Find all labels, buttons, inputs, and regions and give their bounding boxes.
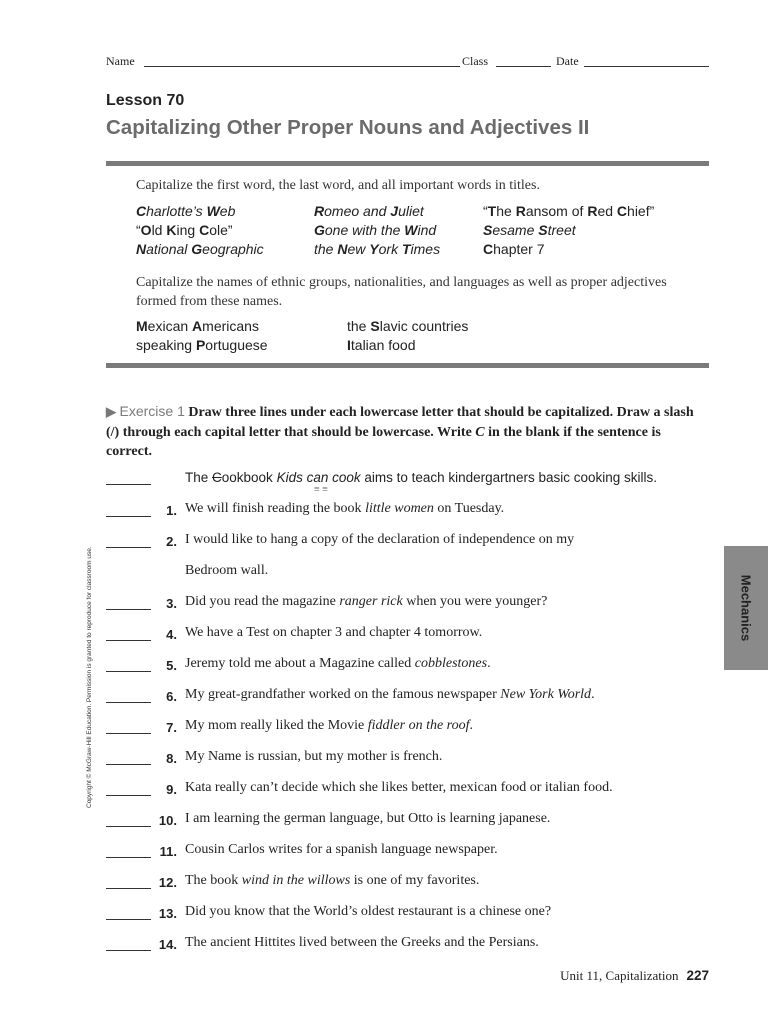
ethnic-example: speaking Portuguese [136, 337, 268, 353]
ethnic-example: Italian food [347, 337, 416, 353]
title-example: Gone with the Wind [314, 222, 437, 238]
answer-blank[interactable] [106, 919, 151, 920]
title-example: “Old King Cole” [136, 222, 233, 238]
copyright-notice: Copyright © McGraw-Hill Education. Permission is granted to reproduce for classroom use. [86, 546, 93, 808]
example-sentence: The Cookbook Kids can cook aims to teach kindergartners basic cooking skills. [185, 470, 657, 485]
exercise-sentence: Kata really can’t decide which she likes better, mexican food or italian food. [185, 780, 613, 795]
title-example: National Geographic [136, 241, 264, 257]
exercise-sentence: I would like to hang a copy of the declaration of independence on my [185, 532, 575, 547]
name-label: Name [106, 54, 135, 68]
answer-blank[interactable] [106, 702, 151, 703]
item-number: 6. [166, 689, 177, 704]
exercise-label: Exercise 1 [119, 403, 185, 419]
title-example: the New York Times [314, 241, 441, 257]
ethnic-example: Mexican Americans [136, 318, 259, 334]
title-example: Sesame Street [483, 222, 576, 238]
lesson-number: Lesson 70 [106, 92, 185, 109]
unit-label: Unit 11, Capitalization [560, 968, 679, 983]
title-example: Romeo and Juliet [314, 203, 424, 219]
date-label: Date [556, 54, 579, 68]
item-number: 13. [158, 906, 177, 921]
answer-blank[interactable] [106, 516, 151, 517]
exercise-instructions: ▶ Exercise 1 Draw three lines under each lowercase letter that should be capitalized. Draw a slash (/) through each capital letter that should be lowercase. Write C in the blank if the sentence is correct. [106, 403, 694, 459]
exercise-sentence: We have a Test on chapter 3 and chapter 4 tomorrow. [185, 625, 483, 640]
mechanics-label: Mechanics [738, 574, 754, 642]
name-line[interactable] [144, 66, 460, 67]
answer-blank[interactable] [106, 764, 151, 765]
answer-blank[interactable] [106, 671, 151, 672]
exercise-sentence: Jeremy told me about a Magazine called cobblestones. [185, 656, 491, 671]
page-footer [520, 968, 709, 984]
item-number: 14. [158, 937, 177, 952]
exercise-sentence: The ancient Hittites lived between the Greeks and the Persians. [185, 935, 539, 950]
item-number: 3. [166, 596, 177, 611]
answer-blank[interactable] [106, 547, 151, 548]
triangle-arrow-icon: ▶ [106, 404, 116, 419]
underline-marks: ≡ ≡ [314, 484, 328, 495]
exercise-sentence: Did you read the magazine ranger rick when you were younger? [185, 594, 548, 609]
name-class-date-header [106, 54, 709, 70]
ethnic-rule: Capitalize the names of ethnic groups, nationalities, and languages as well as proper adjectives formed from these names. [136, 275, 667, 309]
class-label: Class [462, 54, 489, 68]
bottom-rule [106, 363, 709, 368]
answer-blank[interactable] [106, 795, 151, 796]
answer-blank[interactable] [106, 950, 151, 951]
top-rule [106, 161, 709, 166]
class-line[interactable] [496, 66, 551, 67]
answer-blank[interactable] [106, 888, 151, 889]
date-line[interactable] [584, 66, 709, 67]
item-number: 4. [166, 627, 177, 642]
titles-rule: Capitalize the first word, the last word, and all important words in titles. [136, 178, 540, 193]
exercise-sentence: Cousin Carlos writes for a spanish language newspaper. [185, 842, 498, 857]
item-number: 12. [158, 875, 177, 890]
exercise-sentence: We will finish reading the book little women on Tuesday. [185, 501, 505, 516]
answer-blank[interactable] [106, 484, 151, 485]
item-number: 8. [166, 751, 177, 766]
title-example: Charlotte’s Web [136, 203, 236, 219]
exercise-sentence: Bedroom wall. [185, 563, 269, 578]
item-number: 7. [166, 720, 177, 735]
answer-blank[interactable] [106, 826, 151, 827]
exercise-sentence: My Name is russian, but my mother is french. [185, 749, 443, 764]
title-example: “The Ransom of Red Chief” [483, 203, 655, 219]
lesson-title: Capitalizing Other Proper Nouns and Adjectives II [106, 116, 590, 139]
item-number: 1. [166, 503, 177, 518]
item-number: 11. [159, 844, 177, 859]
exercise-sentence: My great-grandfather worked on the famous newspaper New York World. [185, 687, 595, 702]
exercise-sentence: My mom really liked the Movie fiddler on the roof. [185, 718, 474, 733]
exercise-sentence: I am learning the german language, but Otto is learning japanese. [185, 811, 551, 826]
exercise-sentence: The book wind in the willows is one of my favorites. [185, 873, 480, 888]
answer-blank[interactable] [106, 640, 151, 641]
mechanics-tab [724, 546, 768, 670]
answer-blank[interactable] [106, 857, 151, 858]
answer-blank[interactable] [106, 609, 151, 610]
item-number: 5. [166, 658, 177, 673]
page-number: 227 [686, 968, 709, 983]
item-number: 10. [158, 813, 177, 828]
item-number: 9. [166, 782, 177, 797]
answer-blank[interactable] [106, 733, 151, 734]
ethnic-example: the Slavic countries [347, 318, 469, 334]
title-example: Chapter 7 [483, 241, 545, 257]
item-number: 2. [166, 534, 177, 549]
exercise-sentence: Did you know that the World’s oldest restaurant is a chinese one? [185, 904, 552, 919]
